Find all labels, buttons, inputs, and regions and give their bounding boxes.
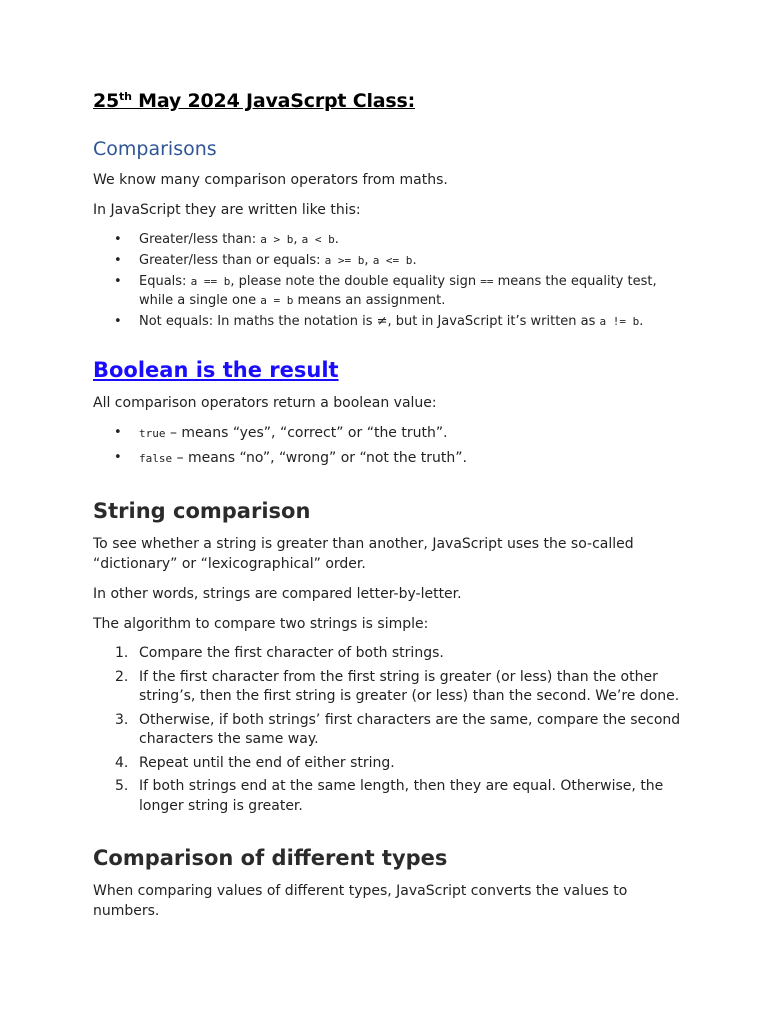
step-number: 3. bbox=[115, 711, 129, 728]
item-text: means an assignment. bbox=[293, 293, 446, 308]
boolean-intro: All comparison operators return a boolean value: bbox=[93, 395, 437, 411]
code-snippet: a < b bbox=[301, 233, 335, 246]
step-number: 4. bbox=[115, 754, 129, 771]
code-snippet: a != b bbox=[599, 315, 640, 328]
string-intro: To see whether a string is greater than another, JavaScript uses the so-called “dictionary” or “lexicographical” order. bbox=[93, 536, 634, 572]
different-types-heading: Comparison of different types bbox=[93, 846, 448, 870]
code-snippet: a >= b bbox=[324, 254, 365, 267]
comparisons-intro-2: In JavaScript they are written like this: bbox=[93, 202, 361, 218]
list-item bbox=[93, 711, 683, 750]
code-snippet: a == b bbox=[190, 275, 231, 288]
item-text: . bbox=[412, 253, 417, 268]
step-number: 5. bbox=[115, 778, 129, 794]
different-types-text: When comparing values of different types, JavaScript converts the values to numbers. bbox=[93, 883, 628, 919]
list-item bbox=[93, 777, 683, 816]
boolean-heading-link[interactable]: Boolean is the result bbox=[93, 358, 339, 382]
operators-list bbox=[93, 230, 683, 331]
code-snippet: true bbox=[139, 427, 166, 440]
item-text: – means “no”, “wrong” or “not the truth”. bbox=[172, 450, 467, 466]
step-text: Compare the first character of both strings. bbox=[139, 645, 444, 661]
item-text: Not equals: In maths the notation is ≠, but in JavaScript it’s written as bbox=[139, 314, 600, 329]
step-number: 2. bbox=[115, 668, 129, 685]
step-text: Repeat until the end of either string. bbox=[139, 754, 395, 771]
item-text: means the equality test, while a single one bbox=[139, 274, 657, 308]
bullet-icon: • bbox=[114, 232, 122, 247]
code-snippet: a = b bbox=[260, 294, 294, 307]
item-text: , please note the double equality sign bbox=[230, 274, 481, 289]
bullet-icon: • bbox=[114, 425, 122, 440]
string-intro-2: In other words, strings are compared letter-by-letter. bbox=[93, 586, 462, 602]
list-item bbox=[93, 668, 683, 707]
page-title bbox=[93, 86, 683, 116]
step-number: 1. bbox=[115, 645, 129, 661]
list-item bbox=[93, 312, 683, 331]
item-text: Greater/less than: bbox=[139, 232, 261, 247]
code-snippet: false bbox=[139, 452, 173, 465]
item-text: , bbox=[364, 253, 373, 268]
item-text: , bbox=[293, 232, 302, 247]
bullet-icon: • bbox=[114, 274, 122, 289]
bullet-icon: • bbox=[114, 314, 122, 329]
string-comparison-heading: String comparison bbox=[93, 499, 311, 523]
algorithm-steps bbox=[93, 644, 683, 816]
code-snippet: a > b bbox=[260, 233, 294, 246]
list-item bbox=[93, 644, 683, 664]
list-item bbox=[93, 272, 683, 310]
item-text: Greater/less than or equals: bbox=[139, 253, 325, 268]
list-item bbox=[93, 754, 683, 774]
item-text: . bbox=[334, 232, 339, 247]
comparisons-heading: Comparisons bbox=[93, 138, 217, 160]
comparisons-intro: We know many comparison operators from maths. bbox=[93, 172, 448, 188]
item-text: Equals: bbox=[139, 274, 191, 289]
step-text: If the first character from the first string is greater (or less) than the other string’s, then the first string is greater (or less) than the second. We’re done. bbox=[139, 668, 680, 704]
list-item bbox=[93, 230, 683, 249]
bullet-icon: • bbox=[114, 253, 122, 268]
title-ordinal-suffix: th bbox=[119, 90, 132, 103]
item-text: . bbox=[639, 314, 644, 329]
title-text: May 2024 JavaScrpt Class: bbox=[131, 90, 416, 112]
title-day: 25 bbox=[93, 90, 120, 112]
boolean-list bbox=[93, 423, 683, 469]
step-text: Otherwise, if both strings’ first characters are the same, compare the second characters the same way. bbox=[139, 711, 681, 747]
code-snippet: == bbox=[480, 275, 494, 288]
item-text: – means “yes”, “correct” or “the truth”. bbox=[165, 425, 448, 441]
bullet-icon: • bbox=[114, 450, 122, 465]
list-item bbox=[93, 251, 683, 270]
string-intro-3: The algorithm to compare two strings is simple: bbox=[93, 616, 429, 632]
step-text: If both strings end at the same length, then they are equal. Otherwise, the longer string is greater. bbox=[139, 778, 664, 814]
list-item bbox=[93, 423, 683, 444]
list-item bbox=[93, 448, 683, 469]
document-content bbox=[93, 86, 683, 921]
code-snippet: a <= b bbox=[372, 254, 413, 267]
